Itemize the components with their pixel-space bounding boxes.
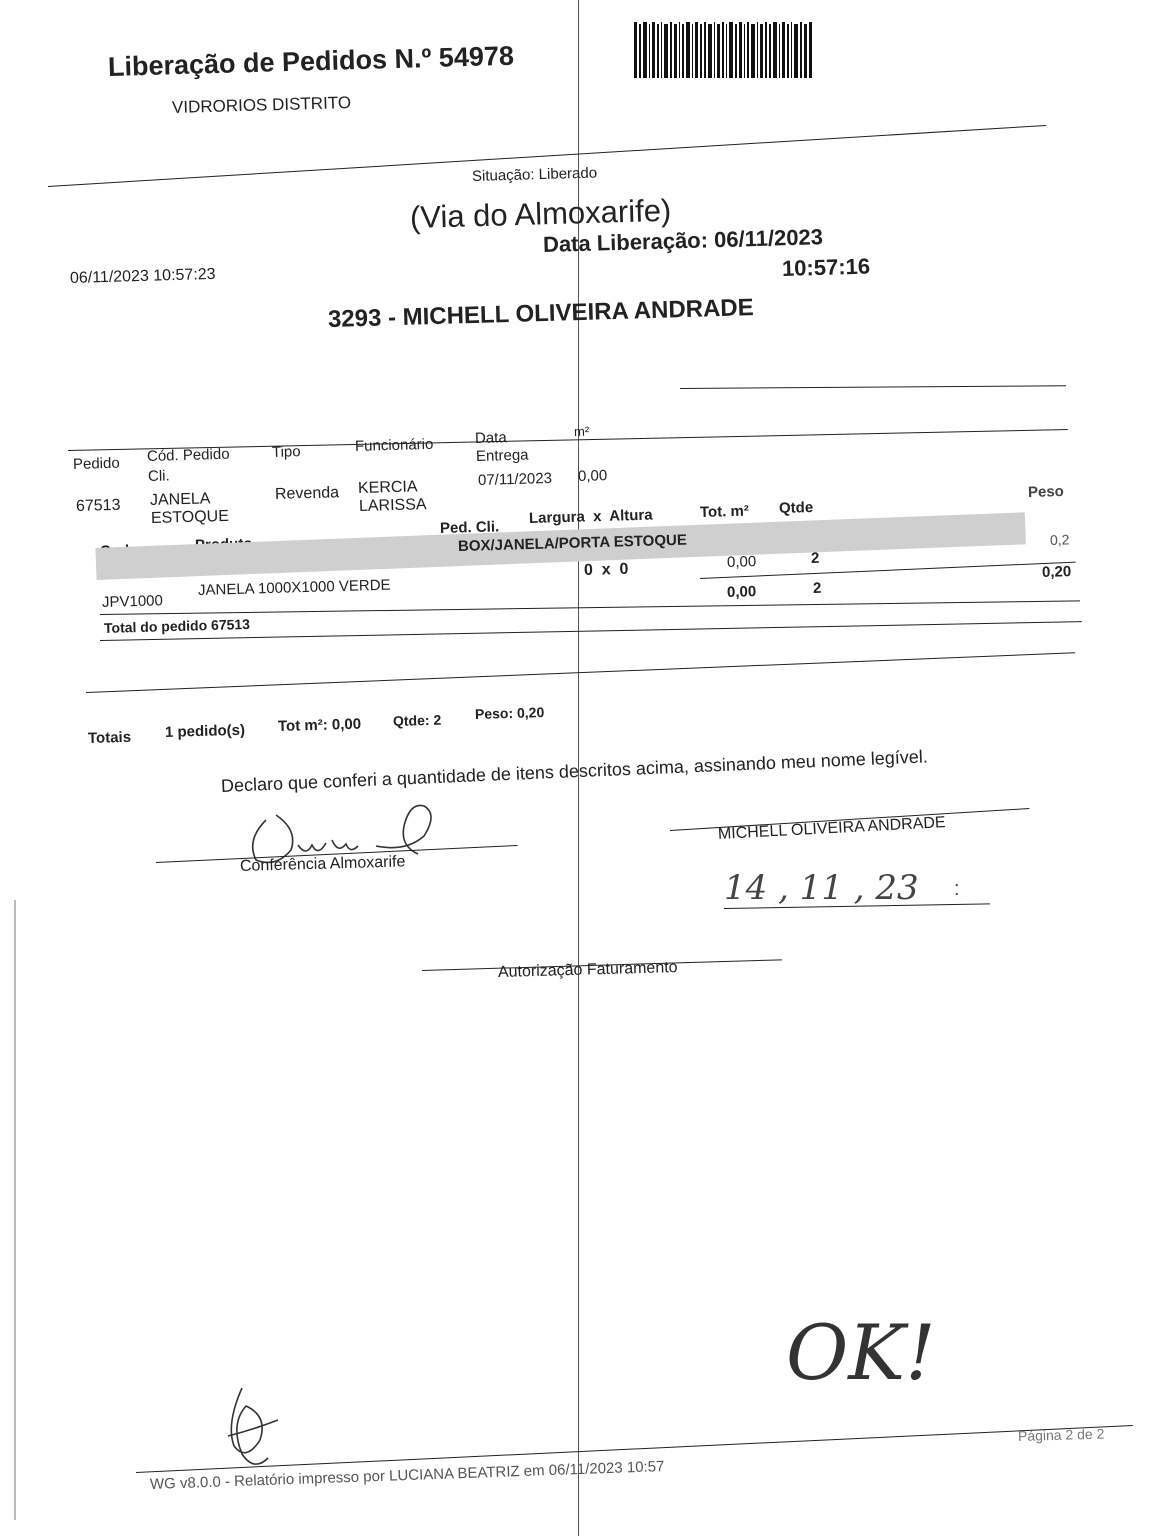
header-qtde: Qtde (778, 499, 814, 517)
release-time: 10:57:16 (781, 253, 871, 281)
header-m2: m² (573, 423, 590, 439)
order-cod-line2: ESTOQUE (150, 507, 230, 527)
item-peso: 0,20 (1041, 563, 1072, 581)
header-tipo: Tipo (271, 443, 301, 461)
item-tot-m2: 0,00 (726, 583, 757, 601)
company-name: VIDRORIOS DISTRITO (171, 93, 352, 117)
header-peso: Peso (1027, 483, 1065, 501)
copy-label: (Via do Almoxarife) (409, 192, 672, 235)
initials-signature (220, 1384, 284, 1476)
order-delivery-date: 07/11/2023 (477, 469, 553, 489)
header-cod-pedido: Cód. Pedido (146, 445, 230, 465)
order-number: 67513 (75, 496, 121, 515)
header-funcionario: Funcionário (354, 435, 434, 455)
group-dims: 0 x 0 (583, 560, 629, 579)
release-date: Data Liberação: 06/11/2023 (542, 224, 824, 257)
group-tot-m2: 0,00 (726, 553, 757, 571)
totals-m2: Tot m²: 0,00 (277, 715, 362, 735)
handwritten-date-trail: : (954, 878, 960, 900)
group-name: BOX/JANELA/PORTA ESTOQUE (457, 531, 688, 555)
header-pedido: Pedido (72, 454, 120, 473)
faturamento-label: Autorização Faturamento (497, 958, 678, 981)
order-func-line1: KERCIA (357, 478, 418, 497)
header-tot-m2: Tot. m² (699, 502, 750, 521)
header-dims: Largura x Altura (528, 506, 653, 527)
document-title: Liberação de Pedidos N.º 54978 (107, 40, 515, 82)
declaration-text: Declaro que conferi a quantidade de itens descritos acima, assinando meu nome legível. (220, 746, 929, 796)
item-qtde: 2 (812, 579, 822, 597)
header-data-entrega: Entrega (475, 446, 529, 465)
customer-name: 3293 - MICHELL OLIVEIRA ANDRADE (327, 294, 755, 333)
order-cod-line1: JANELA (149, 490, 211, 509)
customer-divider (680, 385, 1066, 389)
customer-sign-name: MICHELL OLIVEIRA ANDRADE (717, 814, 947, 843)
footer-page-number: Página 2 de 2 (1017, 1425, 1105, 1444)
totals-peso: Peso: 0,20 (474, 704, 545, 722)
totals-qtde: Qtde: 2 (392, 711, 442, 729)
handwritten-ok: OK! (786, 1308, 936, 1397)
header-ped-cli: Ped. Cli. (439, 518, 500, 537)
almoxarife-label: Conferência Almoxarife (239, 853, 406, 875)
order-m2: 0,00 (577, 467, 608, 485)
totals-pedidos: 1 pedido(s) (164, 721, 246, 741)
group-qtde: 2 (810, 549, 820, 567)
printed-datetime: 06/11/2023 10:57:23 (69, 265, 216, 287)
totals-label: Totais (87, 728, 132, 747)
group-peso: 0,2 (1049, 531, 1070, 548)
barcode (634, 22, 814, 80)
group-divider (700, 562, 1076, 579)
header-cod-pedido-cli: Cli. (147, 467, 170, 485)
handwritten-date: 14 , 11 , 23 (724, 868, 919, 908)
header-data: Data (474, 429, 507, 447)
order-tipo: Revenda (274, 484, 340, 503)
status-text: Situação: Liberado (471, 164, 598, 185)
items-divider (100, 600, 1080, 615)
footer-printed-by: WG v8.0.0 - Relatório impresso por LUCIANA BEATRIZ em 06/11/2023 10:57 (149, 1458, 665, 1493)
totals-divider (86, 652, 1075, 693)
order-total-label: Total do pedido 67513 (103, 615, 251, 636)
order-func-line2: LARISSA (358, 496, 427, 515)
item-cod: JPV1000 (101, 592, 164, 611)
item-produto: JANELA 1000X1000 VERDE (197, 576, 391, 599)
scan-edge (14, 900, 16, 1520)
